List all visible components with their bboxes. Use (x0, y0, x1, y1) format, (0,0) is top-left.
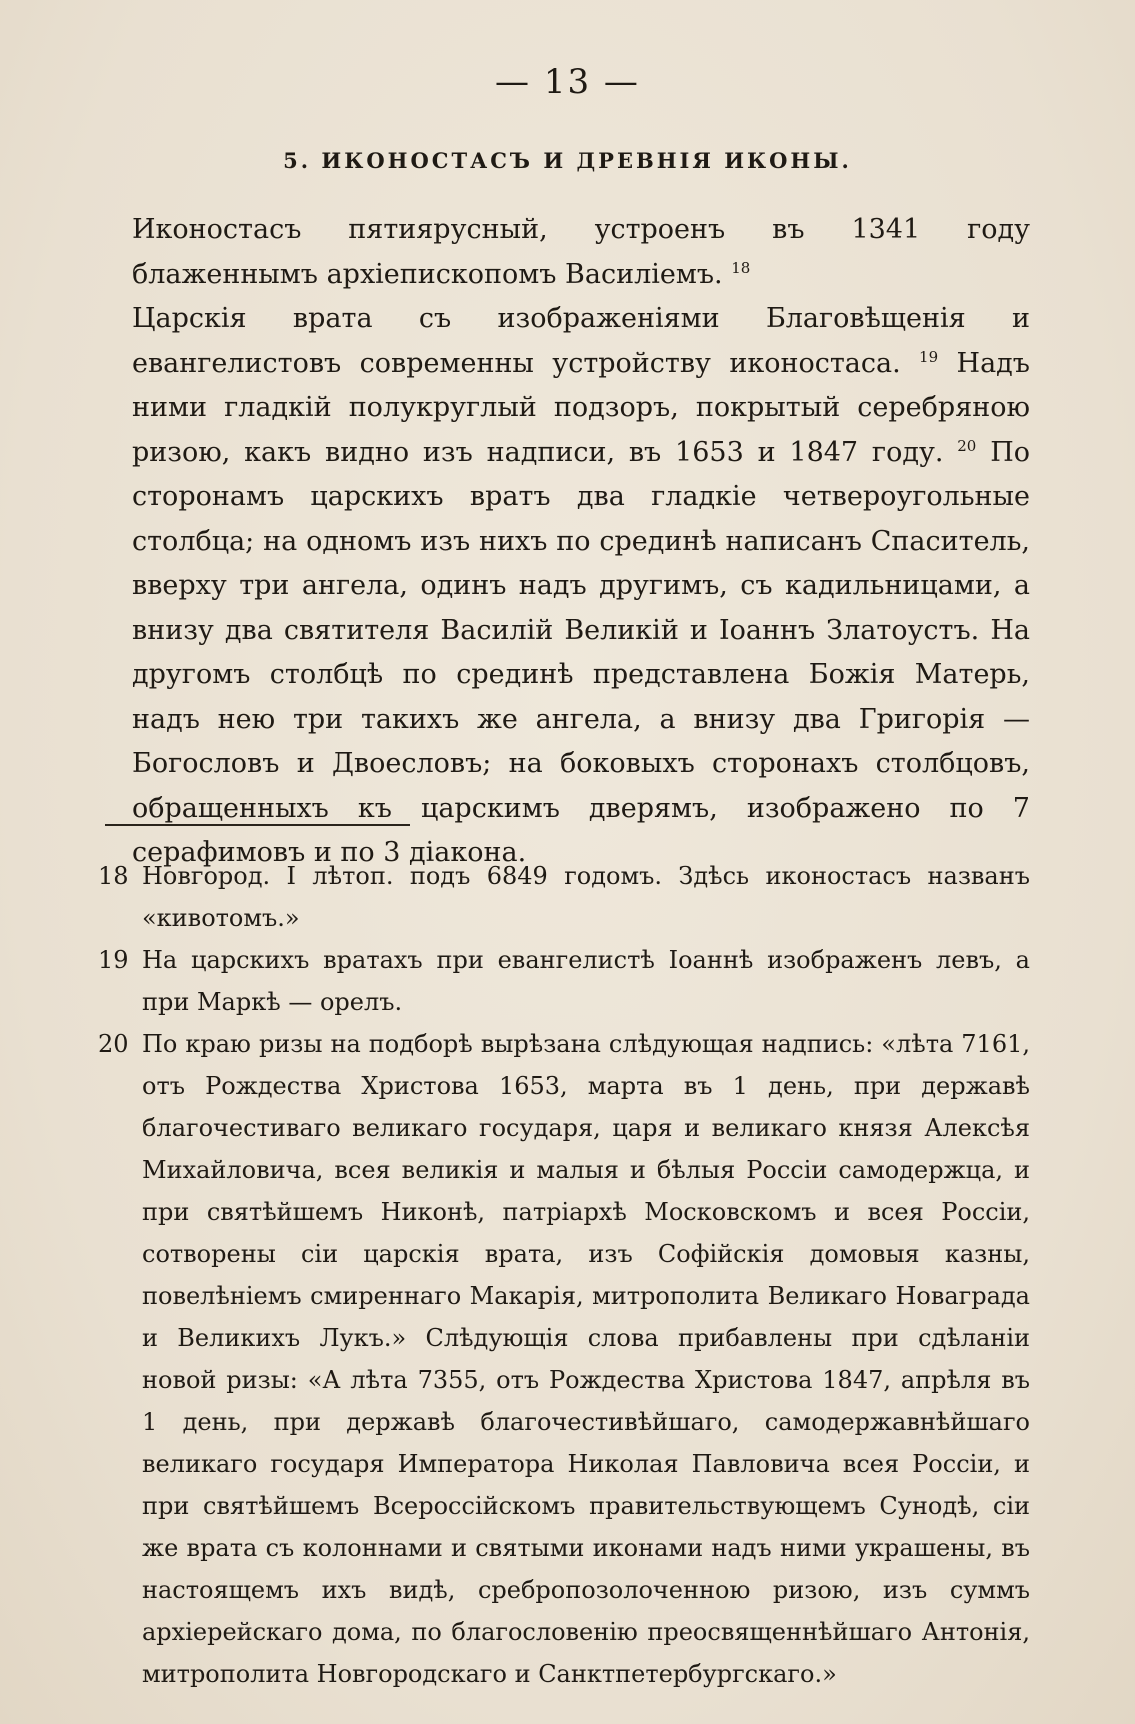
footnote-text: Новгород. I лѣтоп. подъ 6849 годомъ. Здѣсь иконостасъ названъ «кивотомъ.» (142, 862, 1030, 932)
paragraph-2-text-1: Царскія врата съ изображеніями Благовѣщенія и евангелистовъ современны устройству иконостаса. (132, 303, 1030, 379)
paragraph-2-text-3: По сторонамъ царскихъ вратъ два гладкіе четвероугольные столбца; на одномъ изъ нихъ по срединѣ написанъ Спаситель, вверху три ангела, одинъ надъ другимъ, съ кадильницами, а внизу два святителя Василій Великій и Іоаннъ Златоустъ. На другомъ столбцѣ по срединѣ представлена Божія Матерь, надъ нею три такихъ же ангела, а внизу два Григорія — Богословъ и Двоесловъ; на боковыхъ сторонахъ столбцовъ, обращенныхъ къ царскимъ дверямъ, изображено по 7 серафимовъ и по 3 діакона. (132, 436, 1030, 868)
section-heading: 5. ИКОНОСТАСЪ И ДРЕВНІЯ ИКОНЫ. (283, 148, 852, 173)
paragraph-2 (132, 297, 1030, 876)
footnote-number: 20 (98, 1030, 129, 1058)
footnote-ref-19[interactable]: 19 (919, 347, 939, 366)
footnotes (98, 855, 1030, 1695)
page-number: — 13 — (495, 62, 640, 102)
footnote-text: По краю ризы на подборѣ вырѣзана слѣдующая надпись: «лѣта 7161, отъ Рождества Христова 1653, марта въ 1 день, при державѣ благочестиваго великаго государя, царя и великаго князя Алексѣя Михайловича, всея великія и малыя и бѣлыя Россіи самодержца, и при святѣйшемъ Никонѣ, патріархѣ Московскомъ и всея Россіи, сотворены сіи царскія врата, изъ Софійскія домовыя казны, повелѣніемъ смиреннаго Макарія, митрополита Великаго Новаграда и Великихъ Лукъ.» Слѣдующія слова прибавлены при сдѣланіи новой ризы: «А лѣта 7355, отъ Рождества Христова 1847, апрѣля въ 1 день, при державѣ благочестивѣйшаго, самодержавнѣйшаго великаго государя Императора Николая Павловича всея Россіи, и при святѣйшемъ Всероссійскомъ правительствующемъ Сунодѣ, сіи же врата съ колоннами и святыми иконами надъ ними украшены, въ настоящемъ ихъ видѣ, сребропозолоченною ризою, изъ суммъ архіерейскаго дома, по благословенію преосвященнѣйшаго Антонія, митрополита Новгородскаго и Санктпетербургскаго.» (142, 1030, 1030, 1688)
footnote-18 (98, 855, 1030, 939)
footnote-number: 18 (98, 862, 129, 890)
footnote-text: На царскихъ вратахъ при евангелистѣ Іоаннѣ изображенъ левъ, а при Маркѣ — орелъ. (142, 946, 1030, 1016)
footnote-ref-18[interactable]: 18 (731, 258, 751, 277)
paragraph-2-text-2: Надъ ними гладкій полукруглый подзоръ, покрытый серебряною ризою, какъ видно изъ надписи, въ 1653 и 1847 году. (132, 347, 1030, 468)
footnote-19 (98, 939, 1030, 1023)
footnote-number: 19 (98, 946, 129, 974)
paragraph-1 (132, 208, 1030, 297)
paragraph-1-text: Иконостасъ пятиярусный, устроенъ въ 1341 году блаженнымъ архіепископомъ Василіемъ. (132, 214, 1030, 290)
footnote-ref-20[interactable]: 20 (957, 436, 977, 455)
body-text (132, 208, 1030, 876)
footnote-divider (105, 824, 410, 826)
footnote-20 (98, 1023, 1030, 1695)
